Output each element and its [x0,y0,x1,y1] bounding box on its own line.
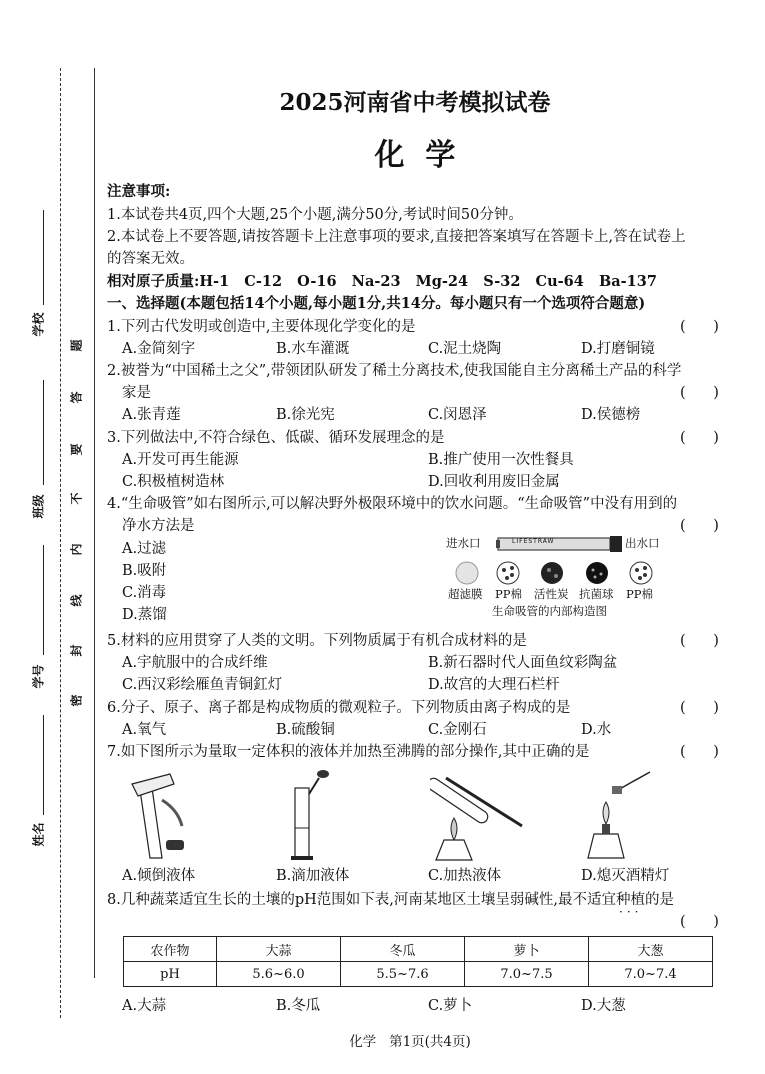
q3-option-a: A.开发可再生能源 [122,452,239,468]
q8-option-c: C.萝卜 [428,998,473,1014]
q4-option-b: B.吸附 [122,563,167,579]
q3-option-b: B.推广使用一次性餐具 [428,452,574,468]
answer-paren: ( ) [680,744,719,760]
q5-option-b: B.新石器时代人面鱼纹彩陶盆 [428,655,618,671]
q5-option-c: C.西汉彩绘雁鱼青铜釭灯 [122,677,283,693]
q2-stem-cont: 家是 [122,385,151,401]
answer-paren: ( ) [680,319,719,335]
table-cell: 冬瓜 [341,937,465,962]
layer-label: PP棉 [626,587,653,601]
section-heading: 一、选择题(本题包括14个小题,每小题1分,共14分。每小题只有一个选项符合题意) [107,295,646,312]
q7-option-c: C.加热液体 [428,868,502,884]
lifestraw-figure [440,530,670,620]
seal-char: 密 [69,694,84,707]
outlet-label: 出水口 [625,536,660,550]
q6-option-c: C.金刚石 [428,722,487,738]
q4-option-c: C.消毒 [122,585,167,601]
q2-option-d: D.侯德榜 [581,407,641,423]
seal-char: 答 [69,391,84,404]
q7-option-a: A.倾倒液体 [122,868,196,884]
layer-label: 抗菌球 [579,587,614,601]
subject-title: 化 学 [374,138,456,173]
answer-paren: ( ) [680,633,719,649]
seal-char: 线 [69,594,84,607]
page-footer: 化学 第1页(共4页) [349,1034,471,1050]
school-label: 学校 [31,312,46,337]
seal-char: 不 [69,492,84,505]
q4-stem-cont: 净水方法是 [122,518,195,534]
seal-char: 内 [69,543,84,556]
q1-option-d: D.打磨铜镜 [581,341,655,357]
binding-solid-line [94,68,95,978]
class-label: 班级 [31,494,46,519]
name-label: 姓名 [31,822,46,847]
q6-option-a: A.氧气 [122,722,167,738]
emphasis-dots: ··· [619,905,643,919]
q8-option-a: A.大蒜 [122,998,167,1014]
class-field[interactable] [43,380,44,485]
heating-liquid-icon [430,770,530,864]
q2-option-b: B.徐光宪 [276,407,335,423]
q1-option-b: B.水车灌溉 [276,341,350,357]
atomic-masses: 相对原子质量:H-1 C-12 O-16 Na-23 Mg-24 S-32 Cu-64 Ba-137 [107,273,657,290]
binding-dashed-line [60,68,61,1018]
q7-stem: 7.如下图所示为量取一定体积的液体并加热至沸腾的部分操作,其中正确的是 [107,744,590,760]
table-cell: 7.0~7.4 [589,962,713,987]
q3-option-c: C.积极植树造林 [122,474,225,490]
q3-stem: 3.下列做法中,不符合绿色、低碳、循环发展理念的是 [107,430,445,446]
q3-option-d: D.回收利用废旧金属 [428,474,560,490]
exam-title: 2025河南省中考模拟试卷 [279,89,551,116]
table-cell: 大葱 [589,937,713,962]
id-field[interactable] [43,545,44,655]
answer-paren: ( ) [680,430,719,446]
table-cell: 萝卜 [465,937,589,962]
name-field[interactable] [43,715,44,815]
table-cell: 5.6~6.0 [217,962,341,987]
q8-option-b: B.冬瓜 [276,998,321,1014]
q7-option-b: B.滴加液体 [276,868,350,884]
q8-option-d: D.大葱 [581,998,626,1014]
answer-paren: ( ) [680,385,719,401]
q4-option-a: A.过滤 [122,541,167,557]
table-cell: 大蒜 [217,937,341,962]
answer-paren: ( ) [680,700,719,716]
figure-caption: 生命吸管的内部构造图 [492,604,607,618]
notes-line2-cont: 的答案无效。 [107,251,194,267]
notes-heading: 注意事项: [107,183,171,200]
pouring-liquid-icon [122,770,202,862]
extinguish-lamp-icon [584,768,664,864]
layer-label: 活性炭 [534,587,569,601]
table-cell: 5.5~7.6 [341,962,465,987]
layer-label: PP棉 [495,587,522,601]
q4-option-d: D.蒸馏 [122,607,167,623]
q2-stem: 2.被誉为“中国稀土之父”,带领团队研发了稀土分离技术,使我国能自主分离稀土产品的科学 [107,363,682,379]
q2-option-c: C.闵恩泽 [428,407,487,423]
table-row [124,962,713,987]
q5-option-d: D.故宫的大理石栏杆 [428,677,560,693]
q6-stem: 6.分子、原子、离子都是构成物质的微观粒子。下列物质由离子构成的是 [107,700,571,716]
q6-option-b: B.硫酸铜 [276,722,335,738]
q4-stem: 4.“生命吸管”如右图所示,可以解决野外极限环境中的饮水问题。“生命吸管”中没有用到的 [107,496,678,512]
seal-char: 要 [69,443,84,456]
seal-char: 封 [69,644,84,657]
table-cell: 农作物 [124,937,217,962]
layer-label: 超滤膜 [448,587,483,601]
inlet-label: 进水口 [446,536,481,550]
seal-char: 题 [69,339,84,352]
q1-option-a: A.金简刻字 [122,341,196,357]
q6-option-d: D.水 [581,722,612,738]
q1-stem: 1.下列古代发明或创造中,主要体现化学变化的是 [107,319,416,335]
table-cell: 7.0~7.5 [465,962,589,987]
straw-brand: LIFESTRAW [512,538,555,545]
q8-stem: 8.几种蔬菜适宜生长的土壤的pH范围如下表,河南某地区土壤呈弱碱性,最不适宜种植的是 [107,892,674,908]
table-cell: pH [124,962,217,987]
q5-option-a: A.宇航服中的合成纤维 [122,655,268,671]
q7-option-d: D.熄灭酒精灯 [581,868,670,884]
answer-paren: ( ) [680,518,719,534]
notes-line1: 1.本试卷共4页,四个大题,25个小题,满分50分,考试时间50分钟。 [107,207,523,223]
q1-option-c: C.泥土烧陶 [428,341,502,357]
notes-line2: 2.本试卷上不要答题,请按答题卡上注意事项的要求,直接把答案填写在答题卡上,答在试卷上 [107,229,686,245]
school-field[interactable] [43,210,44,305]
q5-stem: 5.材料的应用贯穿了人类的文明。下列物质属于有机合成材料的是 [107,633,527,649]
dropper-cylinder-icon [285,768,345,864]
ph-table [123,936,713,987]
q2-option-a: A.张青莲 [122,407,181,423]
id-label: 学号 [31,664,46,689]
table-row [124,937,713,962]
answer-paren: ( ) [680,914,719,930]
